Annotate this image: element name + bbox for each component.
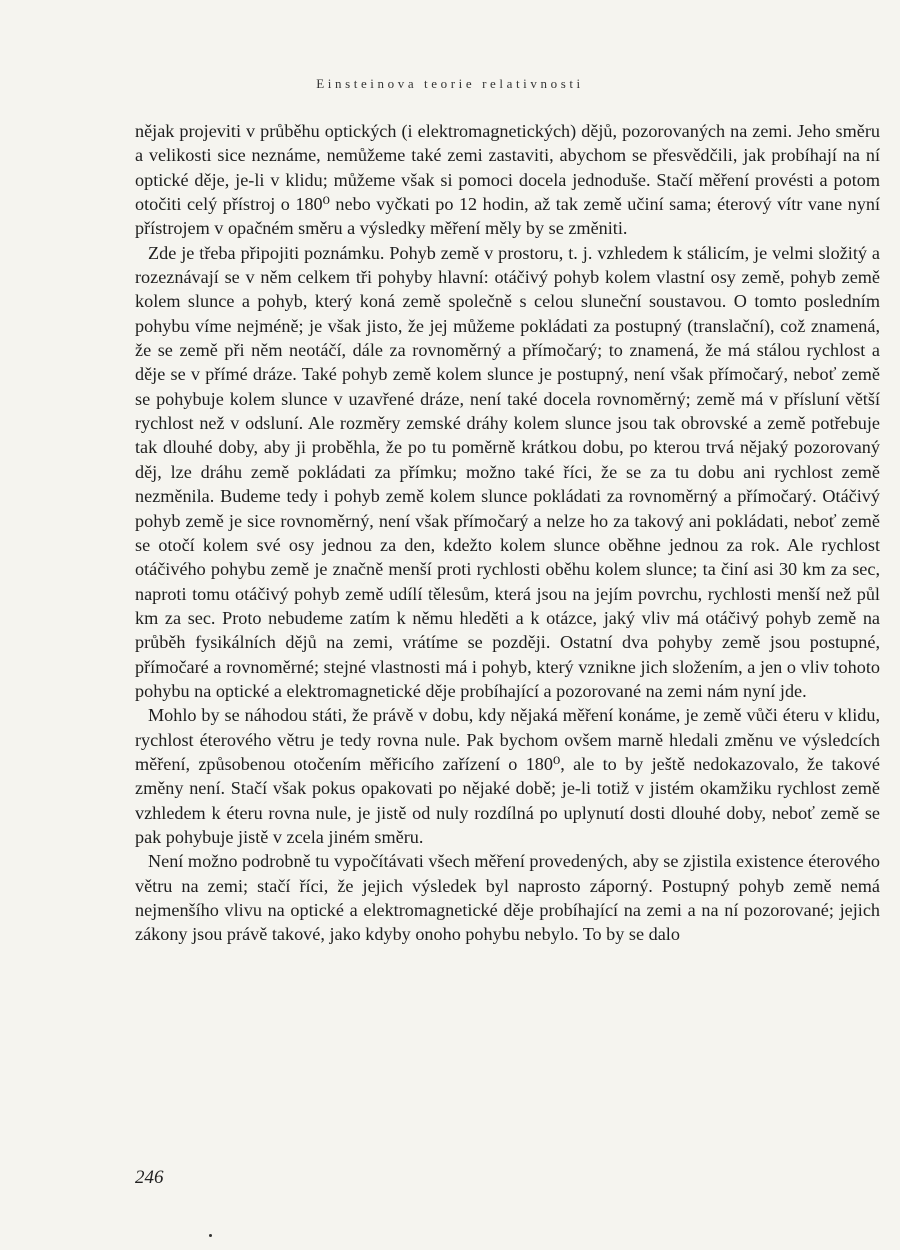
body-text [135, 119, 880, 947]
paragraph-1: nějak projeviti v průběhu optických (i elektromagnetických) dějů, pozorovaných na zemi. Jeho směru a velikosti sice neznáme, nemůžeme také zemi zastaviti, abychom se přesvědčili, jak probíhají na ní optické děje, je-li v klidu; můžeme však si pomoci docela jednoduše. Stačí měření provésti a potom otočiti celý přístroj o 180⁰ nebo vyčkati po 12 hodin, až tak země učiní sama; éterový vítr vane nyní přístrojem v opačném směru a výsledky měření měly by se změniti. [135, 121, 880, 239]
print-speck [209, 1234, 212, 1237]
running-header: Einsteinova teorie relativnosti [316, 76, 584, 91]
paragraph-4: Není možno podrobně tu vypočítávati všech měření provedených, aby se zjistila existence éterového větru na zemi; stačí říci, že jejich výsledek byl naprosto záporný. Postupný pohyb země nemá nejmenšího vlivu na optické a elektromagnetické děje probíhající na zemi a na ní pozorované; jejich zákony jsou právě takové, jako kdyby onoho pohybu nebylo. To by se dalo [135, 851, 880, 945]
paragraph-3: Mohlo by se náhodou státi, že právě v dobu, kdy nějaká měření konáme, je země vůči éteru v klidu, rychlost éterového větru je tedy rovna nule. Pak bychom ovšem marně hledali změnu ve výsledcích měření, způsobenou otočením měřicího zařízení o 180⁰, ale to by ještě nedokazovalo, že takové změny není. Stačí však pokus opakovati po nějaké době; je-li totiž v jistém okamžiku rychlost země vzhledem k éteru rovna nule, je jistě od nuly rozdílná po uplynutí dosti dlouhé doby, neboť země se pak pohybuje jistě v zcela jiném směru. [135, 705, 880, 847]
page-number: 246 [135, 1167, 164, 1188]
paragraph-2: Zde je třeba připojiti poznámku. Pohyb země v prostoru, t. j. vzhledem k stálicím, je velmi složitý a rozeznávají se v něm celkem tři pohyby hlavní: otáčivý pohyb kolem vlastní osy země, pohyb země kolem slunce a pohyb, který koná země společně s celou sluneční soustavou. O tomto posledním pohybu víme nejméně; je však jisto, že jej můžeme pokládati za postupný (translační), což znamená, že se země při něm neotáčí, dále za rovnoměrný a přímočarý; to znamená, že má stálou rychlost a děje se v přímé dráze. Také pohyb země kolem slunce je postupný, není však přímočarý, neboť země se pohybuje kolem slunce v uzavřené dráze, není také docela rovnoměrný; země má v přísluní větší rychlost než v odsluní. Ale rozměry zemské dráhy kolem slunce jsou tak obrovské a země potřebuje tak dlouhé doby, aby ji proběhla, že po tu poměrně krátkou dobu, po kterou trvá nějaký pozorovaný děj, lze dráhu země pokládati za přímku; možno také říci, že se za tu dobu ani rychlost země nezměnila. Budeme tedy i pohyb země kolem slunce pokládati za rovnoměrný a přímočarý. Otáčivý pohyb země je sice rovnoměrný, není však přímočarý a nelze ho za takový ani pokládati, neboť země se otočí kolem své osy jednou za den, kdežto kolem slunce oběhne jednou za rok. Ale rychlost otáčivého pohybu země je značně menší proti rychlosti oběhu kolem slunce; ta činí asi 30 km za sec, naproti tomu otáčivý pohyb země udílí tělesům, která jsou na jejím povrchu, rychlosti menší než půl km za sec. Proto nebudeme zatím k němu hleděti a k otázce, jaký vliv má otáčivý pohyb země na průběh fysikálních dějů na zemi, vrátíme se později. Ostatní dva pohyby země jsou postupné, přímočaré a rovnoměrné; stejné vlastnosti má i pohyb, který vznikne jich složením, a jen o vliv tohoto pohybu na optické a elektromagnetické děje probíhající a pozorované na zemi nám nyní jde. [135, 242, 880, 701]
